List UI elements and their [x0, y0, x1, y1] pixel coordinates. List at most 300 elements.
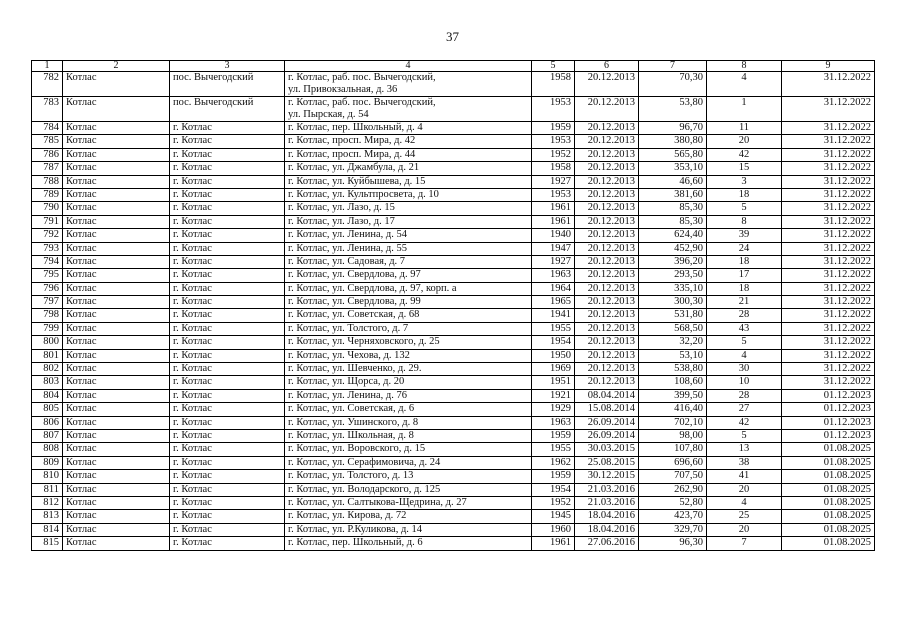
- city-cell: Котлас: [63, 349, 170, 362]
- date-cell: 30.12.2015: [575, 470, 639, 483]
- column-header: 7: [639, 61, 707, 72]
- deadline-cell: 31.12.2022: [782, 97, 875, 122]
- area-cell: 329,70: [639, 523, 707, 536]
- area-cell: 85,30: [639, 202, 707, 215]
- settlement-cell: г. Котлас: [170, 188, 285, 201]
- date-cell: 18.04.2016: [575, 510, 639, 523]
- city-cell: Котлас: [63, 403, 170, 416]
- residents-count-cell: 5: [707, 202, 782, 215]
- settlement-cell: г. Котлас: [170, 215, 285, 228]
- deadline-cell: 31.12.2022: [782, 202, 875, 215]
- settlement-cell: г. Котлас: [170, 322, 285, 335]
- deadline-cell: 31.12.2022: [782, 242, 875, 255]
- address-line: г. Котлас, просп. Мира, д. 44: [288, 148, 416, 160]
- deadline-cell: 31.12.2022: [782, 148, 875, 161]
- address-cell: [285, 202, 532, 215]
- address-line: г. Котлас, ул. Ленина, д. 54: [288, 229, 407, 241]
- area-cell: 538,80: [639, 363, 707, 376]
- settlement-cell: г. Котлас: [170, 148, 285, 161]
- settlement-cell: г. Котлас: [170, 175, 285, 188]
- city-cell: Котлас: [63, 336, 170, 349]
- table-row: [32, 470, 875, 483]
- address-line: г. Котлас, просп. Мира, д. 42: [288, 135, 416, 147]
- deadline-cell: 01.08.2025: [782, 443, 875, 456]
- area-cell: 52,80: [639, 496, 707, 509]
- city-cell: Котлас: [63, 470, 170, 483]
- area-cell: 531,80: [639, 309, 707, 322]
- address-cell: [285, 349, 532, 362]
- area-cell: 108,60: [639, 376, 707, 389]
- deadline-cell: 31.12.2022: [782, 309, 875, 322]
- area-cell: 696,60: [639, 456, 707, 469]
- date-cell: 20.12.2013: [575, 363, 639, 376]
- city-cell: Котлас: [63, 72, 170, 97]
- settlement-cell: г. Котлас: [170, 135, 285, 148]
- table-row: [32, 376, 875, 389]
- date-cell: 21.03.2016: [575, 483, 639, 496]
- settlement-cell: г. Котлас: [170, 376, 285, 389]
- deadline-cell: 31.12.2022: [782, 135, 875, 148]
- row-number-cell: 799: [32, 322, 63, 335]
- deadline-cell: 31.12.2022: [782, 269, 875, 282]
- address-line: г. Котлас, ул. Свердлова, д. 99: [288, 296, 421, 308]
- table-row: [32, 389, 875, 402]
- date-cell: 18.04.2016: [575, 523, 639, 536]
- address-line: г. Котлас, ул. Лазо, д. 17: [288, 215, 395, 227]
- residents-count-cell: 30: [707, 363, 782, 376]
- year-built-cell: 1921: [532, 389, 575, 402]
- table-row: [32, 309, 875, 322]
- residents-count-cell: 11: [707, 122, 782, 135]
- residents-count-cell: 38: [707, 456, 782, 469]
- row-number-cell: 796: [32, 282, 63, 295]
- address-line: г. Котлас, ул. Ленина, д. 76: [288, 389, 407, 401]
- year-built-cell: 1965: [532, 296, 575, 309]
- table-row: [32, 215, 875, 228]
- city-cell: Котлас: [63, 483, 170, 496]
- residents-count-cell: 18: [707, 188, 782, 201]
- deadline-cell: 01.12.2023: [782, 389, 875, 402]
- year-built-cell: 1927: [532, 175, 575, 188]
- date-cell: 26.09.2014: [575, 429, 639, 442]
- city-cell: Котлас: [63, 537, 170, 550]
- table-row: [32, 443, 875, 456]
- settlement-cell: г. Котлас: [170, 416, 285, 429]
- address-cell: [285, 309, 532, 322]
- residents-count-cell: 5: [707, 429, 782, 442]
- year-built-cell: 1953: [532, 188, 575, 201]
- table-row: [32, 523, 875, 536]
- address-line: г. Котлас, ул. Садовая, д. 7: [288, 255, 406, 267]
- city-cell: Котлас: [63, 97, 170, 122]
- area-cell: 423,70: [639, 510, 707, 523]
- address-cell: [285, 416, 532, 429]
- area-cell: 293,50: [639, 269, 707, 282]
- address-cell: [285, 322, 532, 335]
- housing-registry-table: [31, 60, 875, 551]
- residents-count-cell: 28: [707, 309, 782, 322]
- deadline-cell: 31.12.2022: [782, 336, 875, 349]
- page-number: 37: [446, 29, 459, 44]
- column-header: 8: [707, 61, 782, 72]
- year-built-cell: 1969: [532, 363, 575, 376]
- address-line: г. Котлас, ул. Советская, д. 6: [288, 403, 415, 415]
- table-row: [32, 363, 875, 376]
- address-cell: [285, 282, 532, 295]
- row-number-cell: 786: [32, 148, 63, 161]
- year-built-cell: 1952: [532, 148, 575, 161]
- row-number-cell: 795: [32, 269, 63, 282]
- row-number-cell: 805: [32, 403, 63, 416]
- row-number-cell: 812: [32, 496, 63, 509]
- residents-count-cell: 17: [707, 269, 782, 282]
- address-line: г. Котлас, ул. Серафимовича, д. 24: [288, 456, 441, 468]
- city-cell: Котлас: [63, 376, 170, 389]
- residents-count-cell: 24: [707, 242, 782, 255]
- row-number-cell: 813: [32, 510, 63, 523]
- settlement-cell: г. Котлас: [170, 336, 285, 349]
- row-number-cell: 790: [32, 202, 63, 215]
- column-header: 6: [575, 61, 639, 72]
- deadline-cell: 31.12.2022: [782, 175, 875, 188]
- area-cell: 300,30: [639, 296, 707, 309]
- column-header: 9: [782, 61, 875, 72]
- residents-count-cell: 39: [707, 229, 782, 242]
- year-built-cell: 1962: [532, 456, 575, 469]
- city-cell: Котлас: [63, 269, 170, 282]
- settlement-cell: г. Котлас: [170, 483, 285, 496]
- year-built-cell: 1959: [532, 470, 575, 483]
- area-cell: 624,40: [639, 229, 707, 242]
- address-line: ул. Пырская, д. 54: [288, 108, 369, 120]
- city-cell: Котлас: [63, 122, 170, 135]
- area-cell: 46,60: [639, 175, 707, 188]
- address-cell: [285, 148, 532, 161]
- city-cell: Котлас: [63, 523, 170, 536]
- date-cell: 20.12.2013: [575, 242, 639, 255]
- settlement-cell: г. Котлас: [170, 523, 285, 536]
- date-cell: 26.09.2014: [575, 416, 639, 429]
- deadline-cell: 31.12.2022: [782, 322, 875, 335]
- settlement-cell: г. Котлас: [170, 537, 285, 550]
- city-cell: Котлас: [63, 296, 170, 309]
- residents-count-cell: 41: [707, 470, 782, 483]
- city-cell: Котлас: [63, 188, 170, 201]
- area-cell: 416,40: [639, 403, 707, 416]
- row-number-cell: 793: [32, 242, 63, 255]
- deadline-cell: 01.08.2025: [782, 496, 875, 509]
- residents-count-cell: 20: [707, 135, 782, 148]
- residents-count-cell: 21: [707, 296, 782, 309]
- row-number-cell: 788: [32, 175, 63, 188]
- area-cell: 70,30: [639, 72, 707, 97]
- year-built-cell: 1953: [532, 97, 575, 122]
- address-cell: [285, 229, 532, 242]
- address-cell: [285, 376, 532, 389]
- residents-count-cell: 18: [707, 255, 782, 268]
- address-line: г. Котлас, ул. Толстого, д. 13: [288, 470, 414, 482]
- settlement-cell: г. Котлас: [170, 456, 285, 469]
- city-cell: Котлас: [63, 416, 170, 429]
- address-cell: [285, 483, 532, 496]
- deadline-cell: 01.08.2025: [782, 537, 875, 550]
- settlement-cell: г. Котлас: [170, 229, 285, 242]
- date-cell: 20.12.2013: [575, 175, 639, 188]
- date-cell: 21.03.2016: [575, 496, 639, 509]
- row-number-cell: 802: [32, 363, 63, 376]
- row-number-cell: 785: [32, 135, 63, 148]
- residents-count-cell: 25: [707, 510, 782, 523]
- year-built-cell: 1941: [532, 309, 575, 322]
- deadline-cell: 31.12.2022: [782, 229, 875, 242]
- address-cell: [285, 429, 532, 442]
- address-line: г. Котлас, ул. Свердлова, д. 97: [288, 269, 421, 281]
- settlement-cell: г. Котлас: [170, 282, 285, 295]
- deadline-cell: 31.12.2022: [782, 349, 875, 362]
- residents-count-cell: 13: [707, 443, 782, 456]
- area-cell: 568,50: [639, 322, 707, 335]
- year-built-cell: 1958: [532, 162, 575, 175]
- year-built-cell: 1958: [532, 72, 575, 97]
- address-line: г. Котлас, ул. Ушинского, д. 8: [288, 416, 419, 428]
- address-line: г. Котлас, ул. Джамбула, д. 21: [288, 162, 420, 174]
- address-line: ул. Привокзальная, д. 36: [288, 83, 398, 95]
- date-cell: 20.12.2013: [575, 215, 639, 228]
- area-cell: 702,10: [639, 416, 707, 429]
- address-line: г. Котлас, ул. Салтыкова-Щедрина, д. 27: [288, 496, 467, 508]
- address-line: г. Котлас, ул. Кирова, д. 72: [288, 510, 407, 522]
- city-cell: Котлас: [63, 202, 170, 215]
- city-cell: Котлас: [63, 255, 170, 268]
- settlement-cell: г. Котлас: [170, 309, 285, 322]
- city-cell: Котлас: [63, 215, 170, 228]
- address-cell: [285, 456, 532, 469]
- table-row: [32, 403, 875, 416]
- city-cell: Котлас: [63, 429, 170, 442]
- deadline-cell: 31.12.2022: [782, 215, 875, 228]
- city-cell: Котлас: [63, 322, 170, 335]
- deadline-cell: 31.12.2022: [782, 363, 875, 376]
- row-number-cell: 784: [32, 122, 63, 135]
- address-line: г. Котлас, ул. Советская, д. 68: [288, 309, 420, 321]
- row-number-cell: 789: [32, 188, 63, 201]
- residents-count-cell: 42: [707, 416, 782, 429]
- address-line: г. Котлас, ул. Куйбышева, д. 15: [288, 175, 426, 187]
- date-cell: 20.12.2013: [575, 162, 639, 175]
- area-cell: 85,30: [639, 215, 707, 228]
- residents-count-cell: 28: [707, 389, 782, 402]
- settlement-cell: г. Котлас: [170, 162, 285, 175]
- date-cell: 25.08.2015: [575, 456, 639, 469]
- table-row: [32, 416, 875, 429]
- table-row: [32, 242, 875, 255]
- row-number-cell: 809: [32, 456, 63, 469]
- year-built-cell: 1955: [532, 322, 575, 335]
- address-line: г. Котлас, ул. Шевченко, д. 29.: [288, 363, 422, 375]
- city-cell: Котлас: [63, 456, 170, 469]
- table-row: [32, 135, 875, 148]
- year-built-cell: 1953: [532, 135, 575, 148]
- deadline-cell: 31.12.2022: [782, 376, 875, 389]
- date-cell: 20.12.2013: [575, 188, 639, 201]
- row-number-cell: 801: [32, 349, 63, 362]
- year-built-cell: 1940: [532, 229, 575, 242]
- address-cell: [285, 175, 532, 188]
- year-built-cell: 1927: [532, 255, 575, 268]
- table-row: [32, 322, 875, 335]
- row-number-cell: 806: [32, 416, 63, 429]
- year-built-cell: 1959: [532, 122, 575, 135]
- date-cell: 08.04.2014: [575, 389, 639, 402]
- date-cell: 20.12.2013: [575, 229, 639, 242]
- row-number-cell: 798: [32, 309, 63, 322]
- area-cell: 335,10: [639, 282, 707, 295]
- settlement-cell: г. Котлас: [170, 363, 285, 376]
- table-row: [32, 148, 875, 161]
- date-cell: 15.08.2014: [575, 403, 639, 416]
- date-cell: 20.12.2013: [575, 269, 639, 282]
- address-cell: [285, 336, 532, 349]
- column-number-row: [32, 61, 875, 72]
- address-line: г. Котлас, ул. Щорса, д. 20: [288, 376, 405, 388]
- address-line: г. Котлас, ул. Р.Куликова, д. 14: [288, 523, 423, 535]
- address-cell: [285, 72, 532, 97]
- settlement-cell: пос. Вычегодский: [170, 72, 285, 97]
- address-line: г. Котлас, ул. Лазо, д. 15: [288, 202, 395, 214]
- date-cell: 20.12.2013: [575, 282, 639, 295]
- area-cell: 107,80: [639, 443, 707, 456]
- city-cell: Котлас: [63, 496, 170, 509]
- address-cell: [285, 510, 532, 523]
- city-cell: Котлас: [63, 242, 170, 255]
- column-header: 3: [170, 61, 285, 72]
- year-built-cell: 1954: [532, 483, 575, 496]
- city-cell: Котлас: [63, 135, 170, 148]
- year-built-cell: 1951: [532, 376, 575, 389]
- address-line: г. Котлас, ул. Черняховского, д. 25: [288, 336, 440, 348]
- address-cell: [285, 496, 532, 509]
- row-number-cell: 807: [32, 429, 63, 442]
- year-built-cell: 1952: [532, 496, 575, 509]
- address-line: г. Котлас, ул. Ленина, д. 55: [288, 242, 407, 254]
- residents-count-cell: 15: [707, 162, 782, 175]
- area-cell: 565,80: [639, 148, 707, 161]
- residents-count-cell: 3: [707, 175, 782, 188]
- table-row: [32, 456, 875, 469]
- area-cell: 353,10: [639, 162, 707, 175]
- address-cell: [285, 269, 532, 282]
- date-cell: 20.12.2013: [575, 72, 639, 97]
- table-row: [32, 97, 875, 122]
- deadline-cell: 31.12.2022: [782, 188, 875, 201]
- deadline-cell: 01.08.2025: [782, 483, 875, 496]
- city-cell: Котлас: [63, 510, 170, 523]
- settlement-cell: г. Котлас: [170, 202, 285, 215]
- city-cell: Котлас: [63, 363, 170, 376]
- date-cell: 20.12.2013: [575, 296, 639, 309]
- address-line: г. Котлас, пер. Школьный, д. 4: [288, 122, 423, 133]
- year-built-cell: 1961: [532, 537, 575, 550]
- year-built-cell: 1929: [532, 403, 575, 416]
- area-cell: 96,70: [639, 122, 707, 135]
- date-cell: 20.12.2013: [575, 336, 639, 349]
- area-cell: 262,90: [639, 483, 707, 496]
- year-built-cell: 1960: [532, 523, 575, 536]
- row-number-cell: 810: [32, 470, 63, 483]
- date-cell: 27.06.2016: [575, 537, 639, 550]
- date-cell: 20.12.2013: [575, 349, 639, 362]
- city-cell: Котлас: [63, 282, 170, 295]
- year-built-cell: 1961: [532, 202, 575, 215]
- date-cell: 30.03.2015: [575, 443, 639, 456]
- settlement-cell: г. Котлас: [170, 470, 285, 483]
- column-header: 1: [32, 61, 63, 72]
- deadline-cell: 31.12.2022: [782, 282, 875, 295]
- row-number-cell: 797: [32, 296, 63, 309]
- year-built-cell: 1945: [532, 510, 575, 523]
- settlement-cell: г. Котлас: [170, 255, 285, 268]
- settlement-cell: г. Котлас: [170, 496, 285, 509]
- residents-count-cell: 27: [707, 403, 782, 416]
- date-cell: 20.12.2013: [575, 255, 639, 268]
- column-header: 2: [63, 61, 170, 72]
- table-row: [32, 255, 875, 268]
- city-cell: Котлас: [63, 309, 170, 322]
- city-cell: Котлас: [63, 175, 170, 188]
- residents-count-cell: 18: [707, 282, 782, 295]
- row-number-cell: 783: [32, 97, 63, 122]
- residents-count-cell: 20: [707, 523, 782, 536]
- address-line: г. Котлас, ул. Толстого, д. 7: [288, 322, 409, 334]
- address-cell: [285, 470, 532, 483]
- address-cell: [285, 215, 532, 228]
- area-cell: 32,20: [639, 336, 707, 349]
- address-line: г. Котлас, ул. Чехова, д. 132: [288, 349, 410, 361]
- address-cell: [285, 403, 532, 416]
- address-line: г. Котлас, раб. пос. Вычегодский,: [288, 97, 436, 108]
- table-row: [32, 429, 875, 442]
- area-cell: 53,10: [639, 349, 707, 362]
- city-cell: Котлас: [63, 229, 170, 242]
- settlement-cell: г. Котлас: [170, 510, 285, 523]
- city-cell: Котлас: [63, 148, 170, 161]
- deadline-cell: 01.12.2023: [782, 429, 875, 442]
- row-number-cell: 794: [32, 255, 63, 268]
- address-line: г. Котлас, ул. Воровского, д. 15: [288, 443, 426, 455]
- area-cell: 399,50: [639, 389, 707, 402]
- deadline-cell: 31.12.2022: [782, 72, 875, 97]
- residents-count-cell: 5: [707, 336, 782, 349]
- column-header: 5: [532, 61, 575, 72]
- area-cell: 96,30: [639, 537, 707, 550]
- area-cell: 707,50: [639, 470, 707, 483]
- address-cell: [285, 523, 532, 536]
- address-cell: [285, 242, 532, 255]
- table-row: [32, 296, 875, 309]
- row-number-cell: 787: [32, 162, 63, 175]
- deadline-cell: 31.12.2022: [782, 296, 875, 309]
- settlement-cell: г. Котлас: [170, 389, 285, 402]
- date-cell: 20.12.2013: [575, 322, 639, 335]
- table-row: [32, 175, 875, 188]
- residents-count-cell: 4: [707, 349, 782, 362]
- address-line: г. Котлас, раб. пос. Вычегодский,: [288, 72, 436, 83]
- date-cell: 20.12.2013: [575, 202, 639, 215]
- date-cell: 20.12.2013: [575, 97, 639, 122]
- address-line: г. Котлас, ул. Школьная, д. 8: [288, 429, 414, 441]
- date-cell: 20.12.2013: [575, 135, 639, 148]
- table-row: [32, 282, 875, 295]
